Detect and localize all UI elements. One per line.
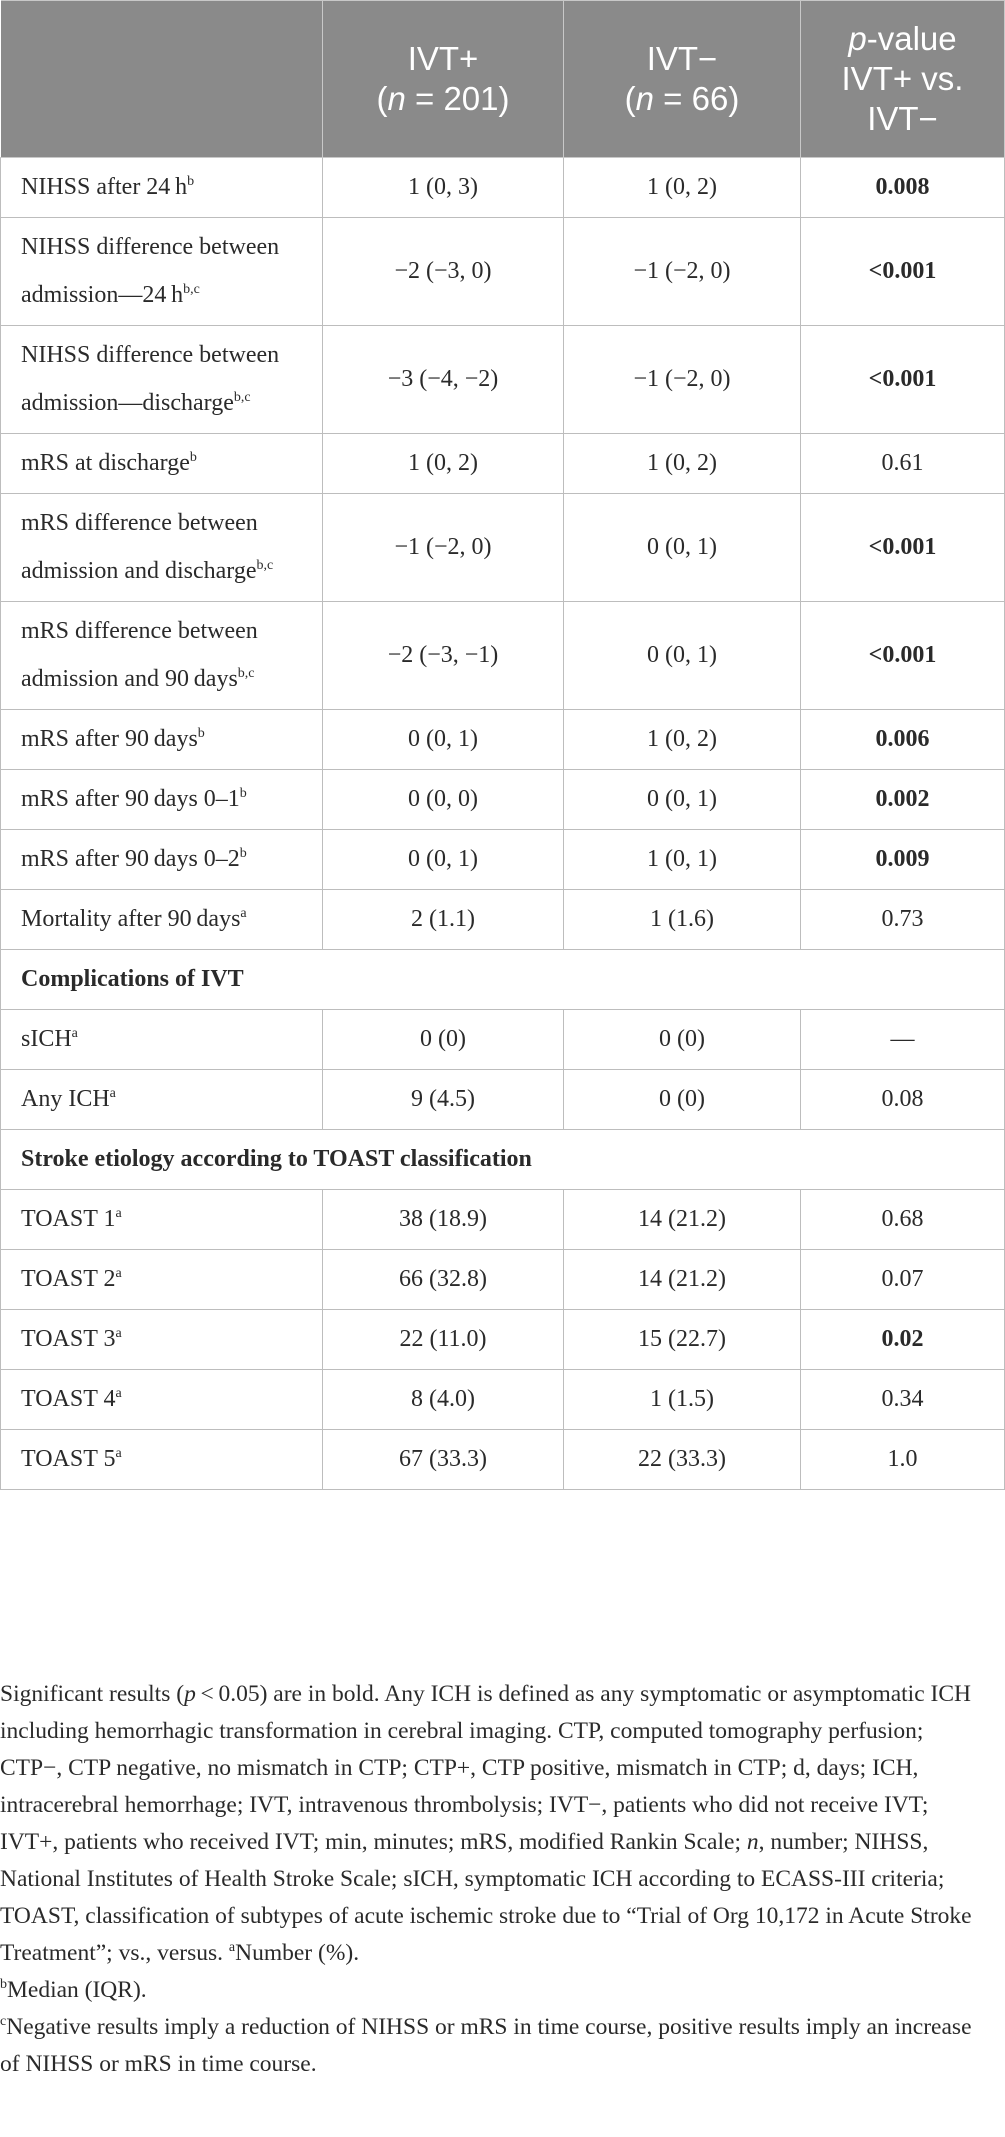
table-row	[1, 710, 1005, 770]
row-label-footnote-marker: b,c	[183, 282, 200, 297]
table-row	[1, 1010, 1005, 1070]
table-row	[1, 1250, 1005, 1310]
row-label: sICH	[21, 1026, 72, 1052]
row-label: mRS difference between admission and 90 days	[21, 618, 258, 692]
row-label-cell	[1, 1190, 323, 1250]
footnote-main-mid: < 0.05) are in bold. Any ICH is defined as any symptomatic or asymptomatic ICH including hemorrhagic transformation in cerebral imaging. CTP, computed tomography perfusion; CTP−, CTP negative, no mismatch in CTP; CTP+, CTP positive, mismatch in CTP; d, days; ICH, intracerebral hemorrhage; IVT, intravenous thrombolysis; IVT−, patients who did not receive IVT; IVT+, patients who received IVT; min, minutes; mRS, modified Rankin Scale;	[0, 1681, 971, 1855]
table-row	[1, 830, 1005, 890]
row-label: NIHSS difference between admission—24 h	[21, 234, 280, 308]
footnote-b-marker: b	[0, 1977, 7, 1993]
ivt-positive-value: 8 (4.0)	[323, 1370, 564, 1430]
ivt-negative-value: 22 (33.3)	[564, 1430, 801, 1490]
row-label-footnote-marker: b	[239, 846, 247, 861]
ivt-negative-value: 1 (1.6)	[564, 890, 801, 950]
ivt-positive-value: 66 (32.8)	[323, 1250, 564, 1310]
section-row	[1, 1130, 1005, 1190]
ivt-negative-value: −1 (−2, 0)	[564, 218, 801, 326]
footnote-c	[0, 2009, 990, 2083]
header-ivt-negative-n: n	[635, 80, 655, 117]
row-label-footnote-marker: b,c	[256, 558, 274, 573]
row-label: mRS after 90 days 0–1	[21, 786, 240, 812]
p-value: <0.001	[801, 494, 1005, 602]
p-value: 0.008	[801, 158, 1005, 218]
row-label: mRS after 90 days	[21, 726, 198, 752]
table-row	[1, 218, 1005, 326]
row-label-footnote-marker: a	[115, 1206, 122, 1221]
row-label-cell	[1, 602, 323, 710]
p-value: <0.001	[801, 602, 1005, 710]
p-value: <0.001	[801, 326, 1005, 434]
p-value: 0.002	[801, 770, 1005, 830]
table-row	[1, 770, 1005, 830]
table-footnotes	[0, 1676, 990, 2083]
row-label-cell	[1, 1070, 323, 1130]
ivt-positive-value: 1 (0, 2)	[323, 434, 564, 494]
section-row	[1, 950, 1005, 1010]
table-row	[1, 494, 1005, 602]
row-label-cell	[1, 1250, 323, 1310]
row-label: TOAST 4	[21, 1386, 116, 1412]
section-heading-toast: Stroke etiology according to TOAST classification	[1, 1130, 1005, 1190]
p-value: 0.61	[801, 434, 1005, 494]
ivt-negative-value: 0 (0)	[564, 1070, 801, 1130]
table-row	[1, 1190, 1005, 1250]
footnote-main-n: n	[746, 1829, 759, 1855]
section-heading-complications: Complications of IVT	[1, 950, 1005, 1010]
ivt-positive-value: 9 (4.5)	[323, 1070, 564, 1130]
row-label-cell	[1, 434, 323, 494]
row-label-footnote-marker: a	[115, 1326, 122, 1341]
row-label-cell	[1, 710, 323, 770]
p-value: —	[801, 1010, 1005, 1070]
table-row	[1, 158, 1005, 218]
footnote-b-text: Median (IQR).	[7, 1977, 147, 2003]
row-label-footnote-marker: b	[239, 786, 247, 801]
p-value: 1.0	[801, 1430, 1005, 1490]
row-label: TOAST 3	[21, 1326, 116, 1352]
ivt-negative-value: 0 (0, 1)	[564, 494, 801, 602]
p-value: 0.68	[801, 1190, 1005, 1250]
row-label-footnote-marker: a	[115, 1446, 122, 1461]
row-label-cell	[1, 1370, 323, 1430]
row-label: TOAST 2	[21, 1266, 116, 1292]
header-ivt-negative-count: = 66)	[654, 80, 740, 117]
row-label: NIHSS after 24 h	[21, 174, 188, 200]
row-label-cell	[1, 326, 323, 434]
table-row	[1, 1310, 1005, 1370]
row-label-cell	[1, 494, 323, 602]
ivt-negative-value: 1 (0, 2)	[564, 158, 801, 218]
row-label-cell	[1, 158, 323, 218]
ivt-negative-value: 1 (0, 2)	[564, 710, 801, 770]
table-row	[1, 326, 1005, 434]
header-p-italic: p	[848, 20, 867, 57]
ivt-positive-value: 0 (0)	[323, 1010, 564, 1070]
p-value: 0.08	[801, 1070, 1005, 1130]
ivt-positive-value: 2 (1.1)	[323, 890, 564, 950]
row-label-cell	[1, 1010, 323, 1070]
header-ivt-positive-label: IVT+	[407, 40, 479, 77]
row-label-cell	[1, 890, 323, 950]
row-label-footnote-marker: a	[109, 1086, 116, 1101]
ivt-negative-value: 0 (0, 1)	[564, 770, 801, 830]
row-label-footnote-marker: a	[115, 1266, 122, 1281]
row-label-cell	[1, 218, 323, 326]
row-label: TOAST 5	[21, 1446, 116, 1472]
row-label-footnote-marker: a	[71, 1026, 78, 1041]
row-label-cell	[1, 830, 323, 890]
header-p-value	[801, 1, 1005, 158]
ivt-positive-value: −3 (−4, −2)	[323, 326, 564, 434]
ivt-positive-value: −2 (−3, 0)	[323, 218, 564, 326]
ivt-negative-value: 14 (21.2)	[564, 1250, 801, 1310]
ivt-negative-value: −1 (−2, 0)	[564, 326, 801, 434]
row-label: mRS at discharge	[21, 450, 190, 476]
ivt-positive-value: 0 (0, 0)	[323, 770, 564, 830]
ivt-positive-value: 1 (0, 3)	[323, 158, 564, 218]
p-value: 0.006	[801, 710, 1005, 770]
p-value: 0.34	[801, 1370, 1005, 1430]
footnote-main-pre: Significant results (	[0, 1681, 185, 1707]
ivt-negative-value: 15 (22.7)	[564, 1310, 801, 1370]
footnote-a-marker: a	[228, 1940, 236, 1956]
ivt-positive-value: −1 (−2, 0)	[323, 494, 564, 602]
header-ivt-positive-open: (	[376, 80, 388, 117]
ivt-negative-value: 1 (0, 2)	[564, 434, 801, 494]
ivt-positive-value: 0 (0, 1)	[323, 710, 564, 770]
row-label: TOAST 1	[21, 1206, 116, 1232]
ivt-negative-value: 1 (0, 1)	[564, 830, 801, 890]
table-row	[1, 602, 1005, 710]
table-row	[1, 1070, 1005, 1130]
p-value: 0.009	[801, 830, 1005, 890]
footnote-c-marker: c	[0, 2014, 7, 2030]
p-value: 0.07	[801, 1250, 1005, 1310]
table-row	[1, 434, 1005, 494]
header-blank-cell	[1, 1, 323, 158]
row-label-footnote-marker: b,c	[233, 390, 251, 405]
ivt-negative-value: 0 (0, 1)	[564, 602, 801, 710]
row-label: mRS after 90 days 0–2	[21, 846, 240, 872]
ivt-negative-value: 1 (1.5)	[564, 1370, 801, 1430]
ivt-positive-value: 0 (0, 1)	[323, 830, 564, 890]
table-row	[1, 1370, 1005, 1430]
header-ivt-positive-count: = 201)	[405, 80, 510, 117]
footnote-a-text: Number (%).	[235, 1940, 360, 1966]
header-p-line2: IVT+ vs.	[841, 60, 964, 97]
table-row	[1, 890, 1005, 950]
row-label: NIHSS difference between admission—discharge	[21, 342, 280, 416]
p-value: <0.001	[801, 218, 1005, 326]
header-ivt-negative	[564, 1, 801, 158]
p-value: 0.73	[801, 890, 1005, 950]
header-p-rest: -value	[866, 20, 957, 57]
footnote-b	[0, 1972, 990, 2009]
row-label-footnote-marker: b,c	[237, 666, 255, 681]
p-value: 0.02	[801, 1310, 1005, 1370]
ivt-positive-value: 67 (33.3)	[323, 1430, 564, 1490]
ivt-positive-value: 38 (18.9)	[323, 1190, 564, 1250]
header-p-line3: IVT−	[867, 100, 938, 137]
header-ivt-negative-open: (	[624, 80, 636, 117]
row-label-cell	[1, 1430, 323, 1490]
table-row	[1, 1430, 1005, 1490]
ivt-positive-value: 22 (11.0)	[323, 1310, 564, 1370]
row-label: mRS difference between admission and discharge	[21, 510, 258, 584]
row-label-footnote-marker: b	[197, 726, 205, 741]
table-body	[1, 158, 1005, 1490]
footnote-main-post: , number; NIHSS, National Institutes of Health Stroke Scale; sICH, symptomatic ICH according to ECASS-III criteria; TOAST, classification of subtypes of acute ischemic stroke due to “Trial of Org 10,172 in Acute Stroke Treatment”; vs., versus.	[0, 1829, 972, 1966]
header-ivt-positive	[323, 1, 564, 158]
row-label: Any ICH	[21, 1086, 110, 1112]
row-label-footnote-marker: b	[189, 450, 197, 465]
footnote-main	[0, 1676, 990, 1972]
row-label-cell	[1, 770, 323, 830]
row-label: Mortality after 90 days	[21, 906, 241, 932]
header-ivt-negative-label: IVT−	[646, 40, 718, 77]
ivt-positive-value: −2 (−3, −1)	[323, 602, 564, 710]
ivt-negative-value: 14 (21.2)	[564, 1190, 801, 1250]
table-header-row	[1, 1, 1005, 158]
header-ivt-positive-n: n	[387, 80, 406, 117]
row-label-footnote-marker: a	[115, 1386, 122, 1401]
row-label-footnote-marker: b	[187, 174, 195, 189]
footnote-main-p: p	[184, 1681, 196, 1707]
footnote-c-text: Negative results imply a reduction of NIHSS or mRS in time course, positive results imply an increase of NIHSS or mRS in time course.	[0, 2014, 972, 2077]
row-label-footnote-marker: a	[240, 906, 247, 921]
ivt-negative-value: 0 (0)	[564, 1010, 801, 1070]
row-label-cell	[1, 1310, 323, 1370]
